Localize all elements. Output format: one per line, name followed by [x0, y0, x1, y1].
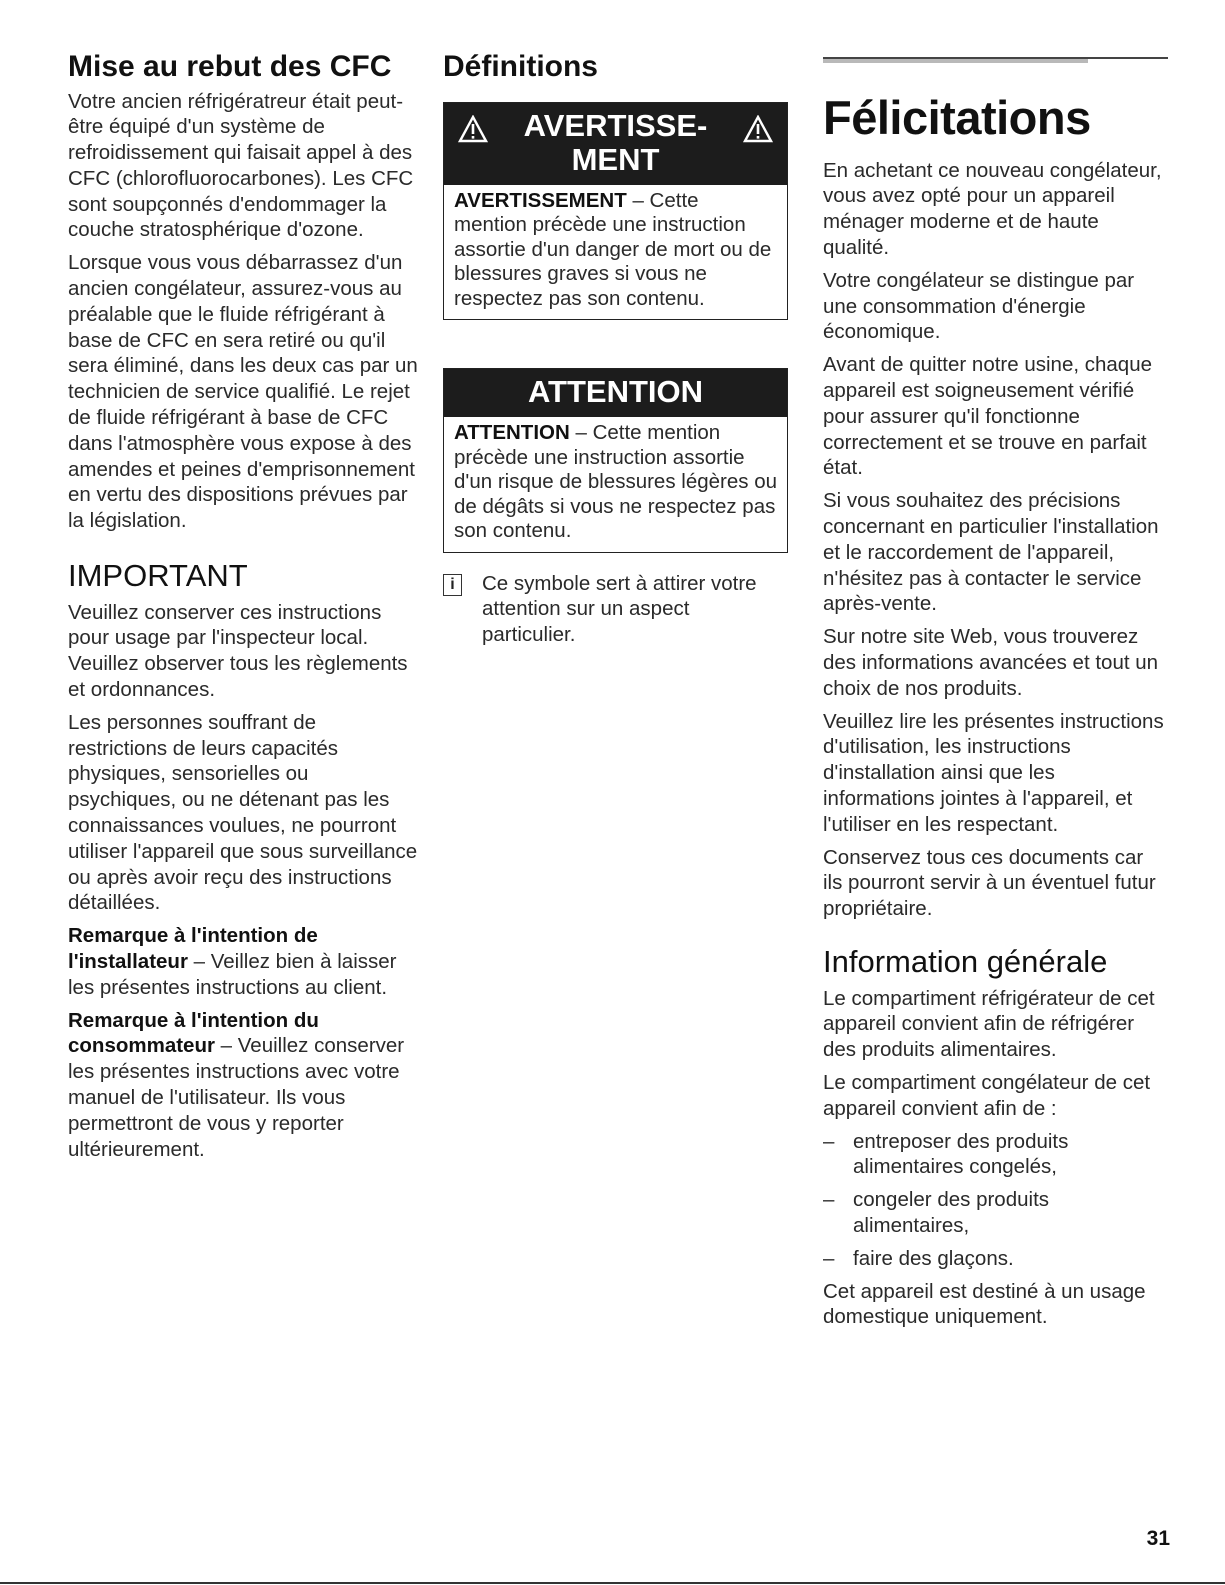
caution-label: ATTENTION: [454, 421, 570, 444]
general-info-paragraph-2: Le compartiment congélateur de cet appareil convient afin de :: [823, 1071, 1151, 1120]
column-left: [68, 0, 418, 1169]
warning-label: AVERTISSEMENT: [454, 188, 627, 212]
general-info-paragraph-1: Le compartiment réfrigérateur de cet appareil convient afin de réfrigérer des produits alimentaires.: [823, 986, 1155, 1062]
cfc-paragraph-2: Lorsque vous vous débarrassez d'un ancien congélateur, assurez-vous au préalable que le fluide réfrigérant à base de CFC en sera retiré ou qu'il sera éliminé, dans les deux cas par un technicien de service qualifié. Le rejet de fluide réfrigérant à base de CFC dans l'atmosphère vous expose à des amendes et peines d'emprisonnement en vertu des dispositions prévues par la législation.: [68, 251, 418, 533]
dash-bullet: –: [823, 1246, 835, 1270]
general-info-paragraph-3: Cet appareil est destiné à un usage domestique uniquement.: [823, 1279, 1146, 1329]
list-item-text: entreposer des produits alimentaires congelés,: [853, 1129, 1069, 1179]
felicitations-paragraph-2: Votre congélateur se distingue par une consommation d'énergie économique.: [823, 268, 1135, 344]
list-item: [823, 1129, 1168, 1181]
info-note-text: Ce symbole sert à attirer votre attention sur un aspect particulier.: [482, 571, 757, 647]
caution-box: [443, 368, 788, 553]
important-heading: IMPORTANT: [68, 558, 248, 594]
caution-box-header: [444, 369, 787, 417]
caution-text: – Cette mention précède une instruction assortie d'un risque de blessures légères ou de dégâts si vous ne respectez pas son contenu.: [454, 421, 778, 542]
installer-note: [68, 923, 418, 1000]
warning-box-body: [444, 185, 787, 320]
felicitations-paragraph-3: Avant de quitter notre usine, chaque appareil est soigneusement vérifié pour assurer qu'il fonctionne correctement et se trouve en parfait état.: [823, 353, 1152, 480]
installer-note-text: – Veillez bien à laisser les présentes instructions au client.: [68, 950, 397, 999]
important-paragraph-1: Veuillez conserver ces instructions pour usage par l'inspecteur local. Veuillez observer tous les règlements et ordonnances.: [68, 600, 408, 702]
list-item: [823, 1246, 1168, 1272]
felicitations-heading: Félicitations: [823, 91, 1091, 144]
important-paragraph-2: Les personnes souffrant de restrictions de leurs capacités physiques, sensorielles ou psychiques, ou ne détenant pas les connaissances voulues, ne pourront utiliser l'appareil que sous surveillance ou après avoir reçu des instructions détaillées.: [68, 710, 418, 915]
list-item-text: congeler des produits alimentaires,: [853, 1188, 1050, 1238]
warning-triangle-icon: [743, 115, 773, 143]
warning-box-header: [444, 103, 787, 185]
column-middle: [443, 0, 788, 648]
felicitations-paragraph-4: Si vous souhaitez des précisions concernant en particulier l'installation et le raccordement de l'appareil, n'hésitez pas à contacter le service après-vente.: [823, 489, 1159, 616]
caution-description: [454, 421, 777, 544]
consumer-note: [68, 1008, 418, 1163]
dash-bullet: –: [823, 1188, 835, 1212]
definitions-heading: Définitions: [443, 50, 598, 83]
page-number: 31: [1146, 1527, 1170, 1550]
dash-bullet: –: [823, 1129, 835, 1153]
list-item-text: faire des glaçons.: [853, 1246, 1014, 1270]
warning-triangle-icon: [458, 115, 488, 143]
list-item: [823, 1187, 1168, 1239]
warning-text: – Cette mention précède une instruction assortie d'un danger de mort ou de blessures graves si vous ne respectez pas son contenu.: [454, 188, 772, 310]
felicitations-paragraph-5: Sur notre site Web, vous trouverez des informations avancées et tout un choix de nos produits.: [823, 625, 1159, 700]
cfc-disposal-heading: Mise au rebut des CFC: [68, 50, 392, 83]
general-info-heading: Information générale: [823, 944, 1108, 979]
warning-box: [443, 102, 788, 321]
warning-box-title: AVERTISSE- MENT: [523, 107, 708, 177]
info-note: [443, 571, 788, 648]
info-icon: i: [443, 574, 462, 596]
installer-note-label: Remarque à l'intention de l'installateur: [68, 924, 318, 974]
bottom-rule: [0, 1582, 1225, 1584]
consumer-note-text: – Veuillez conserver les présentes instructions avec votre manuel de l'utilisateur. Ils vous permettront de vous y reporter ultérieurement.: [68, 1034, 405, 1161]
column-right: [823, 0, 1168, 1337]
caution-box-title: ATTENTION: [527, 374, 704, 409]
felicitations-paragraph-7: Conservez tous ces documents car ils pourront servir à un éventuel futur propriétaire.: [823, 845, 1156, 921]
consumer-note-label: Remarque à l'intention du consommateur: [68, 1008, 319, 1058]
cfc-paragraph-1: Votre ancien réfrigératreur était peut-être équipé d'un système de refroidissement qui faisait appel à des CFC (chlorofluorocarbones). Les CFC sont soupçonnés d'endommager la couche stratosphérique d'ozone.: [68, 89, 414, 242]
caution-box-body: [444, 417, 787, 552]
felicitations-paragraph-1: En achetant ce nouveau congélateur, vous avez opté pour un appareil ménager moderne et de haute qualité.: [823, 158, 1162, 260]
felicitations-paragraph-6: Veuillez lire les présentes instructions d'utilisation, les instructions d'installation ainsi que les informations jointes à l'appareil, et l'utiliser en les respectant.: [823, 709, 1164, 836]
warning-description: [454, 189, 777, 312]
